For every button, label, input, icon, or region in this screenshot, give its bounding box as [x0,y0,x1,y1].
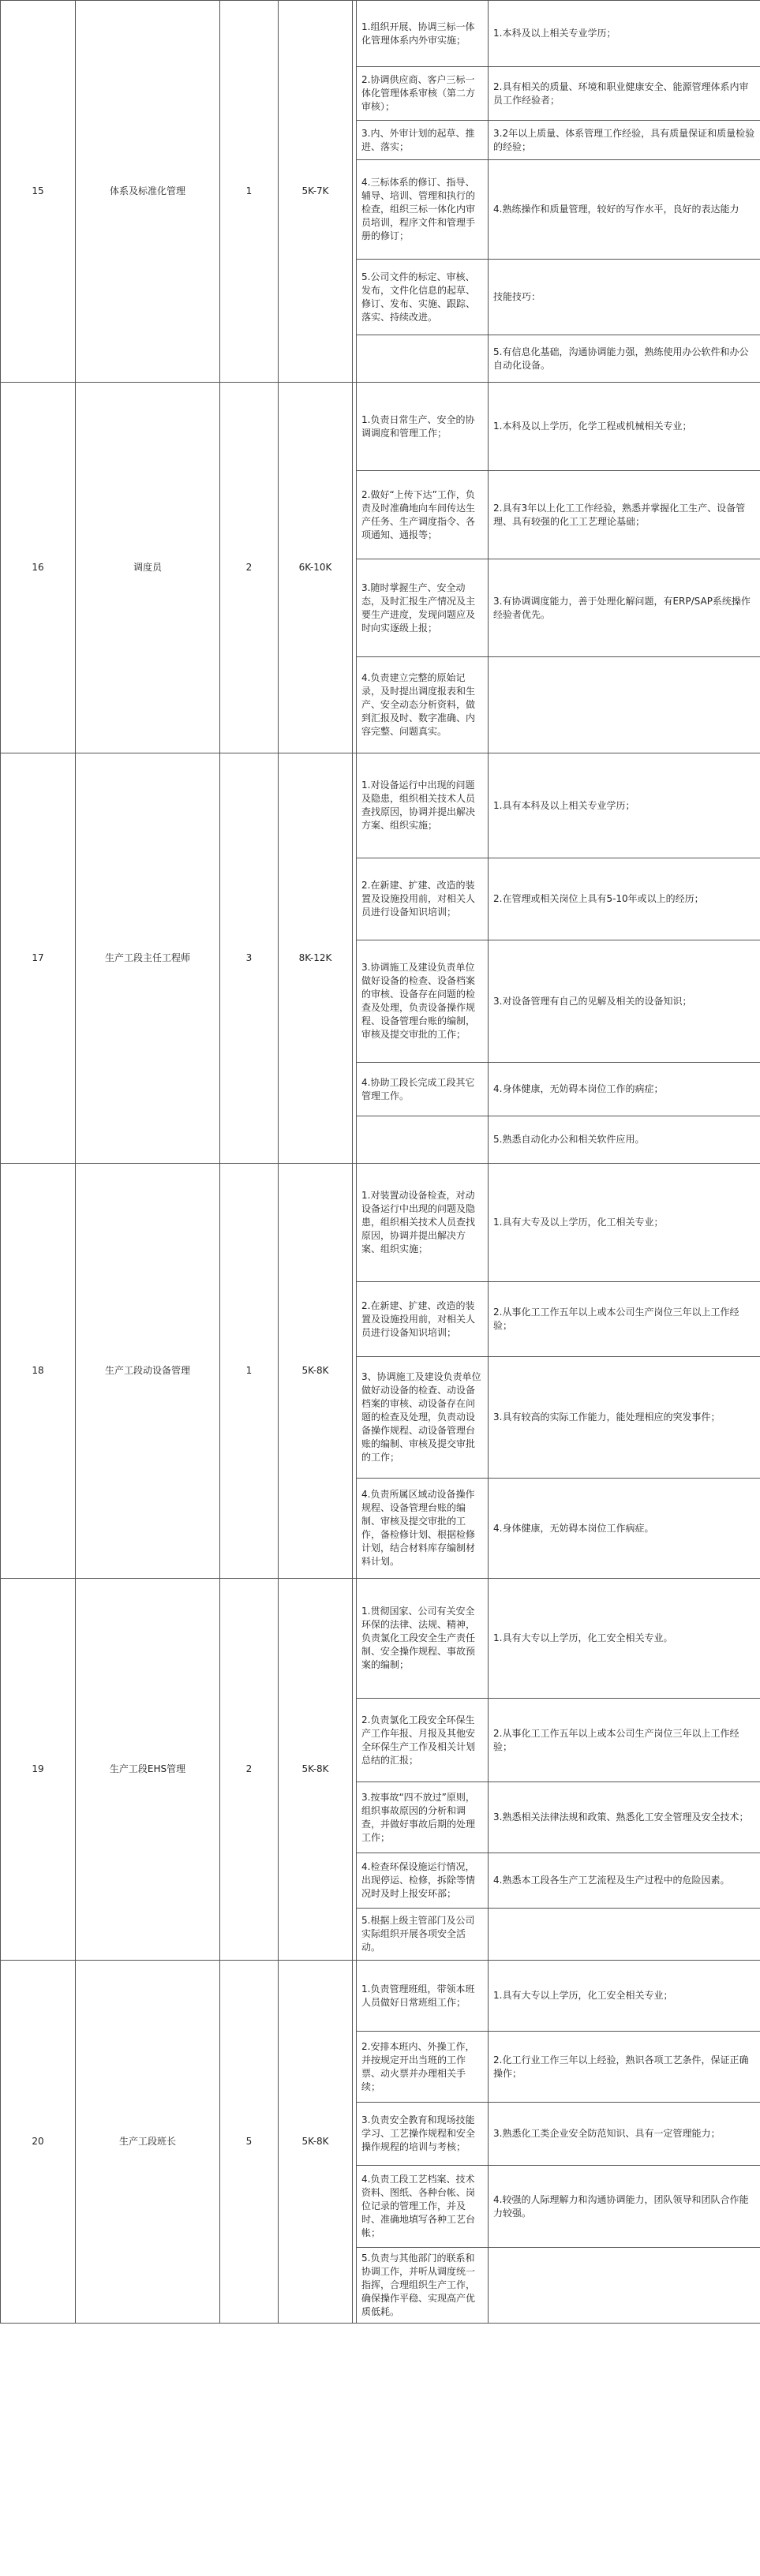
requirement-item: 2.从事化工工作五年以上或本公司生产岗位三年以上工作经验； [489,1282,760,1357]
headcount: 1 [220,1,279,383]
duty-item: 5.根据上级主管部门及公司实际组织开展各项安全活动。 [357,1909,489,1961]
duty-item: 4.负责建立完整的原始记录，及时提出调度报表和生产、安全动态分析资料，做到汇报及时、数字准确、内容完整、问题真实。 [357,657,489,753]
requirement-item: 1.具有大专以上学历，化工安全相关专业。 [489,1579,760,1699]
table-row [1,1961,760,2032]
requirement-item: 2.具有3年以上化工工作经验，熟悉并掌握化工生产、设备管理、具有较强的化工工艺理论基础； [489,471,760,559]
requirement-item: 1.具有大专以上学历，化工安全相关专业； [489,1961,760,2032]
requirement-item: 3.2年以上质量、体系管理工作经验，具有质量保证和质量检验的经验； [489,121,760,160]
duty-item [357,335,489,383]
requirement-item [489,1909,760,1961]
salary-range: 8K-12K [279,753,353,1164]
duty-item: 5.负责与其他部门的联系和协调工作，并听从调度统一指挥，合理组织生产工作，确保操作平稳、实现高产优质低耗。 [357,2248,489,2324]
salary-range: 5K-8K [279,1579,353,1961]
duty-item: 4.协助工段长完成工段其它管理工作。 [357,1063,489,1116]
duty-item: 3.负责安全教育和现场技能学习、工艺操作规程和安全操作规程的培训与考核； [357,2103,489,2166]
position-number: 18 [1,1164,76,1579]
requirement-item: 4.身体健康，无妨碍本岗位工作病症。 [489,1479,760,1579]
salary-range: 5K-8K [279,1961,353,2324]
requirement-item: 5.有信息化基础，沟通协调能力强，熟练使用办公软件和办公自动化设备。 [489,335,760,383]
table-row [1,1579,760,1699]
duty-item: 1.负责管理班组，带领本班人员做好日常班组工作； [357,1961,489,2032]
position-number: 15 [1,1,76,383]
duty-item: 1.对装置动设备检查，对动设备运行中出现的问题及隐患，组织相关技术人员查找原因，协调并提出解决方案、组织实施； [357,1164,489,1282]
requirement-item: 3.熟悉化工类企业安全防范知识、具有一定管理能力； [489,2103,760,2166]
requirement-item: 4.身体健康，无妨碍本岗位工作的病症； [489,1063,760,1116]
requirement-item: 5.熟悉自动化办公和相关软件应用。 [489,1116,760,1164]
position-title: 生产工段班长 [76,1961,220,2324]
requirement-item: 1.具有本科及以上相关专业学历； [489,753,760,858]
requirement-item: 2.从事化工工作五年以上或本公司生产岗位三年以上工作经验； [489,1699,760,1782]
requirement-item: 3.具有较高的实际工作能力，能处理相应的突发事件； [489,1357,760,1479]
headcount: 5 [220,1961,279,2324]
table-row [1,1164,760,1282]
headcount: 1 [220,1164,279,1579]
duty-item: 1.对设备运行中出现的问题及隐患，组织相关技术人员查找原因，协调并提出解决方案、组织实施； [357,753,489,858]
salary-range: 5K-7K [279,1,353,383]
requirement-item: 4.较强的人际理解力和沟通协调能力，团队领导和团队合作能力较强。 [489,2166,760,2248]
requirement-item [489,2248,760,2324]
requirement-item: 1.本科及以上学历，化学工程或机械相关专业； [489,383,760,471]
duty-item: 3.协调施工及建设负责单位做好设备的检查、设备档案的审核、设备存在问题的检查及处理，负责设备操作规程、设备管理台账的编制，审核及提交审批的工作； [357,940,489,1063]
headcount: 2 [220,1579,279,1961]
duty-item: 4.负责工段工艺档案、技术资料、图纸、各种台帐、岗位记录的管理工作，并及时、准确地填写各种工艺台帐； [357,2166,489,2248]
duty-item: 1.负责日常生产、安全的协调调度和管理工作； [357,383,489,471]
headcount: 2 [220,383,279,753]
salary-range: 5K-8K [279,1164,353,1579]
requirement-item: 1.具有大专及以上学历，化工相关专业； [489,1164,760,1282]
table-row [1,383,760,471]
table-row [1,1,760,67]
position-number: 16 [1,383,76,753]
requirement-item: 4.熟悉本工段各生产工艺流程及生产过程中的危险因素。 [489,1853,760,1909]
requirement-item: 3.熟悉相关法律法规和政策、熟悉化工安全管理及安全技术； [489,1782,760,1853]
duty-item: 1.贯彻国家、公司有关安全环保的法律、法规、精神，负责氯化工段安全生产责任制、安全操作规程、事故预案的编制； [357,1579,489,1699]
requirement-item: 技能技巧： [489,260,760,335]
duty-item: 3.按事故“四不放过”原则，组织事故原因的分析和调查，并做好事故后期的处理工作； [357,1782,489,1853]
duty-item: 3、协调施工及建设负责单位做好动设备的检查、动设备档案的审核、动设备存在问题的检查及处理，负责动设备操作规程、动设备管理台账的编制、审核及提交审批的工作； [357,1357,489,1479]
position-title: 生产工段EHS管理 [76,1579,220,1961]
position-title: 生产工段主任工程师 [76,753,220,1164]
duty-item: 4.三标体系的修订、指导、辅导、培训、管理和执行的检查，组织三标一体化内审员培训，程序文件和管理手册的修订； [357,160,489,260]
duty-item: 3.随时掌握生产、安全动态，及时汇报生产情况及主要生产进度，发现问题应及时向实逐级上报； [357,559,489,657]
duty-item: 2.在新建、扩建、改造的装置及设施投用前，对相关人员进行设备知识培训； [357,1282,489,1357]
duty-item: 2.做好“上传下达”工作，负责及时准确地向车间传达生产任务、生产调度指令、各项通知、通报等； [357,471,489,559]
requirement-item: 2.在管理或相关岗位上具有5-10年或以上的经历； [489,858,760,940]
position-title: 调度员 [76,383,220,753]
requirement-item: 1.本科及以上相关专业学历； [489,1,760,67]
salary-range: 6K-10K [279,383,353,753]
requirement-item: 3.有协调调度能力，善于处理化解问题，有ERP/SAP系统操作经验者优先。 [489,559,760,657]
duty-item: 2.负责氯化工段安全环保生产工作年报、月报及其他安全环保生产工作及相关计划总结的汇报； [357,1699,489,1782]
duty-item: 2.协调供应商、客户三标一体化管理体系审核（第二方审核）； [357,67,489,121]
position-number: 17 [1,753,76,1164]
position-number: 20 [1,1961,76,2324]
table-row [1,753,760,858]
position-title: 体系及标准化管理 [76,1,220,383]
duty-item: 4.检查环保设施运行情况，出现停运、检修，拆除等情况时及时上报安环部； [357,1853,489,1909]
headcount: 3 [220,753,279,1164]
duty-item: 2.在新建、扩建、改造的装置及设施投用前，对相关人员进行设备知识培训； [357,858,489,940]
duty-item: 2.安排本班内、外操工作，并按规定开出当班的工作票、动火票并办理相关手续； [357,2032,489,2103]
position-title: 生产工段动设备管理 [76,1164,220,1579]
requirement-item: 2.具有相关的质量、环境和职业健康安全、能源管理体系内审员工作经验者； [489,67,760,121]
requirement-item: 4.熟练操作和质量管理，较好的写作水平，良好的表达能力 [489,160,760,260]
position-number: 19 [1,1579,76,1961]
duty-item [357,1116,489,1164]
duty-item: 5.公司文件的标定、审核、发布，文件化信息的起草、修订、发布、实施、跟踪、落实、持续改进。 [357,260,489,335]
requirement-item: 2.化工行业工作三年以上经验，熟识各项工艺条件，保证正确操作； [489,2032,760,2103]
requirement-item [489,657,760,753]
duty-item: 3.内、外审计划的起草、推进、落实； [357,121,489,160]
duty-item: 4.负责所属区域动设备操作规程、设备管理台账的编制、审核及提交审批的工作，备检修计划、根据检修计划，结合材料库存编制材料计划。 [357,1479,489,1579]
duty-item: 1.组织开展、协调三标一体化管理体系内外审实施； [357,1,489,67]
requirement-item: 3.对设备管理有自己的见解及相关的设备知识； [489,940,760,1063]
